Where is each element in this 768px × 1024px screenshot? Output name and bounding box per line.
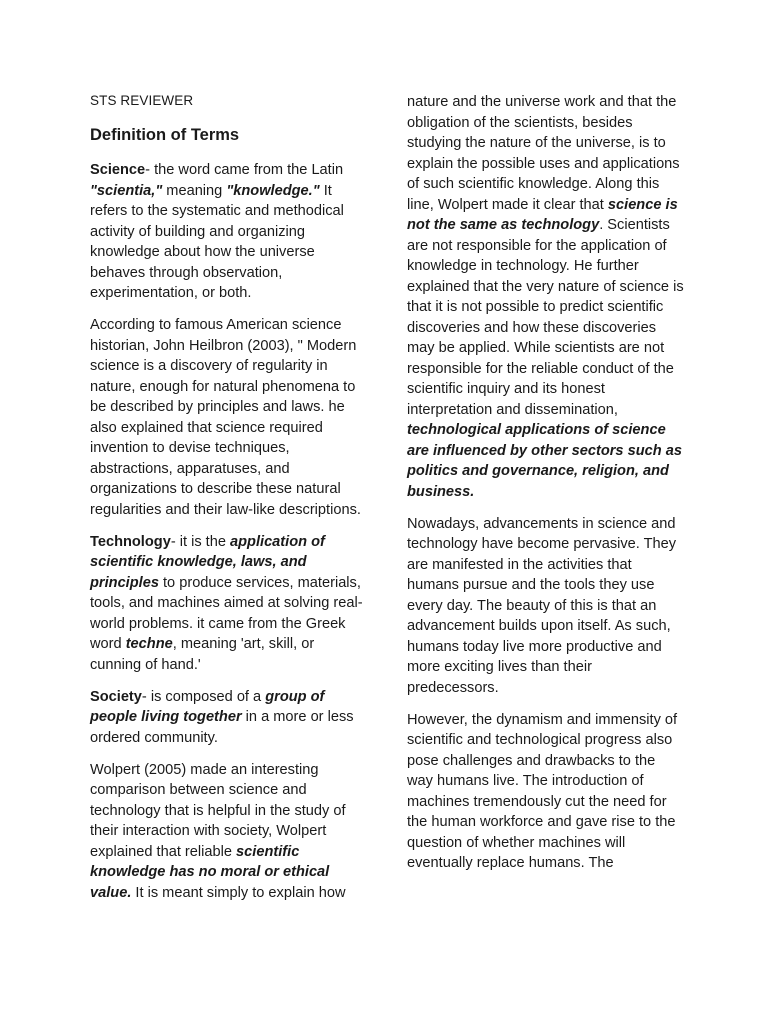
left-column <box>90 92 365 915</box>
latin-word: "scientia," <box>90 182 163 199</box>
term-society: Society <box>90 688 142 705</box>
right-column <box>407 92 685 885</box>
text: It refers to the systematic and methodical activity of building and organizing knowledge about how the universe behaves through observation, experimentation, or both. <box>90 182 344 301</box>
wolpert-paragraph <box>90 760 365 904</box>
text: to produce services, materials, tools, and machines aimed at solving real-world problems. it came from the Greek word <box>90 574 363 652</box>
text: - it is the <box>170 533 231 550</box>
meaning-word: "knowledge." <box>226 182 320 199</box>
text: - the word came from the Latin <box>145 162 344 178</box>
wolpert-continuation <box>407 92 685 502</box>
text: meaning <box>162 182 227 199</box>
section-heading: Definition of Terms <box>90 126 240 144</box>
emphasis: scientific knowledge has no moral or ethical value. <box>90 843 330 901</box>
document-label: STS REVIEWER <box>90 93 194 108</box>
heilbron-paragraph: According to famous American science historian, John Heilbron (2003), " Modern science is a discovery of regularity in nature, enough for natural phenomena to be described by principles and laws. he also explained that science required invention to devise techniques, abstractions, apparatuses, and organizations to describe these natural regularities and their law-like descriptions. <box>90 317 361 518</box>
text: nature and the universe work and that the obligation of the scientists, besides studying the nature of the universe, is to explain the possible uses and applications of such scientific knowledge. Along this line, Wolpert made it clear that <box>407 94 680 213</box>
advancements-paragraph: Nowadays, advancements in science and technology have become pervasive. They are manifested in the activities that humans pursue and the tools they use every day. The beauty of this is that an advancement builds upon itself. As such, humans today live more productive and more exciting lives than their predecessors. <box>407 515 677 696</box>
society-definition <box>90 687 365 749</box>
text: in a more or less ordered community. <box>90 709 354 746</box>
text: . Scientists are not responsible for the application of knowledge in technology. He further explained that the very nature of science is that it is not possible to predict scientific discoveries and how these discoveries may be applied. While scientists are not responsible for the reliable conduct of the scientific inquiry and its honest interpretation and dissemination, <box>407 217 684 418</box>
text: Wolpert (2005) made an interesting comparison between science and technology that is helpful in the study of their interaction with society, Wolpert explained that reliable <box>90 761 346 860</box>
text: , meaning 'art, skill, or cunning of hand.' <box>90 636 315 673</box>
text: It is meant simply to explain how <box>131 884 346 901</box>
challenges-paragraph: However, the dynamism and immensity of scientific and technological progress also pose challenges and drawbacks to the way humans live. The introduction of machines tremendously cut the need for the human workforce and gave rise to the question of whether machines will eventually replace humans. The <box>407 711 678 871</box>
science-definition <box>90 160 365 304</box>
term-science: Science <box>90 162 146 178</box>
technology-definition <box>90 532 365 676</box>
text: - is composed of a <box>141 688 266 705</box>
emphasis: application of scientific knowledge, laws, and principles <box>90 533 325 591</box>
emphasis: technological applications of science are influenced by other sectors such as politics and governance, religion, and business. <box>407 422 682 500</box>
emphasis: science is not the same as technology <box>407 196 678 233</box>
greek-word: techne <box>125 636 173 652</box>
term-technology: Technology <box>90 533 171 550</box>
emphasis: group of people living together <box>90 688 325 725</box>
